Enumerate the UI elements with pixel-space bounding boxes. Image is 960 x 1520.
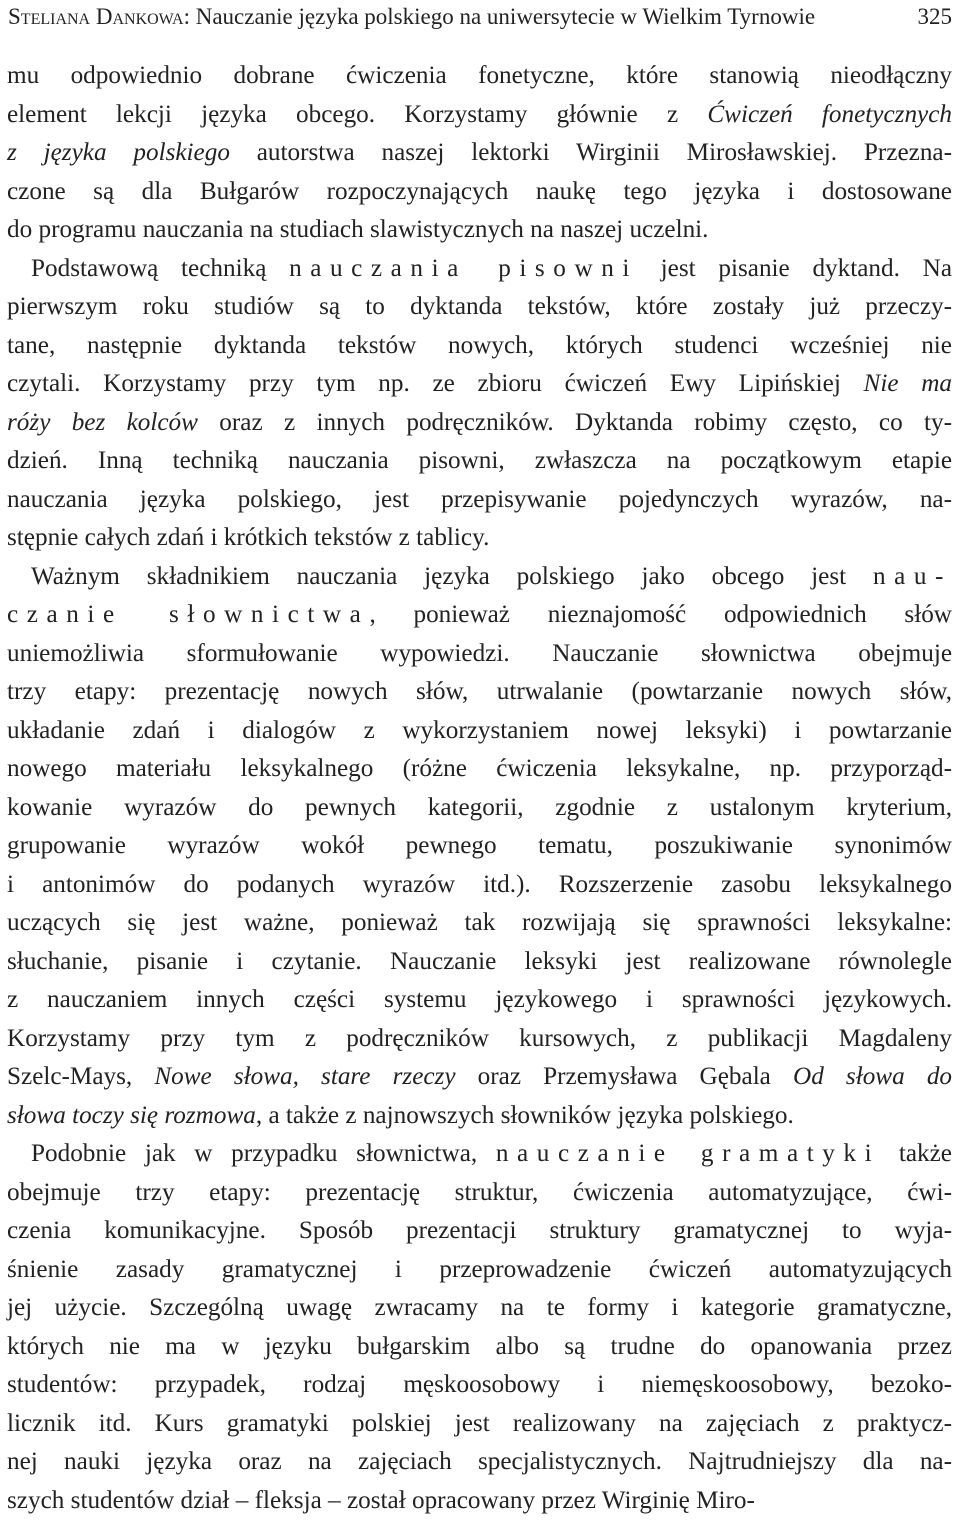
text-segment: oraz Przemysława Gębala [456,1063,793,1090]
text-line [7,519,952,558]
text-segment: mu odpowiednio dobrane ćwiczenia fonetyczne, które stanowią nieodłączny [7,62,952,89]
spaced-emphasis: czanie słownictwa [7,601,369,628]
text-segment: do programu nauczania na studiach slawistycznych na naszej uczelni. [7,216,708,243]
text-line [7,673,952,712]
text-line [7,1482,952,1520]
text-line [7,1328,952,1367]
text-line [7,1174,952,1213]
text-segment: obejmuje trzy etapy: prezentację struktur, ćwiczenia automatyzujące, ćwi- [7,1179,952,1206]
text-segment: licznik itd. Kurs gramatyki polskiej jest realizowany na zajęciach z praktycz- [7,1410,952,1437]
text-line [7,173,952,212]
text-segment: kowanie wyrazów do pewnych kategorii, zgodnie z ustalonym kryterium, [7,794,952,821]
text-line [7,1443,952,1482]
text-line [7,904,952,943]
text-segment: pierwszym roku studiów są to dyktanda tekstów, które zostały już przeczy- [7,293,952,320]
text-segment: szych studentów dział – fleksja – został opracowany przez Wirginię Miro- [7,1487,755,1514]
text-segment: grupowanie wyrazów wokół pewnego tematu, poszukiwanie synonimów [7,832,952,859]
text-segment: słuchanie, pisanie i czytanie. Nauczanie leksyki jest realizowane równolegle [7,948,952,975]
text-line [7,596,952,635]
text-segment: autorstwa naszej lektorki Wirginii Mirosławskiej. Przezna- [230,139,952,166]
text-line [7,1289,952,1328]
italic-title: Nowe słowa, stare rzeczy [154,1063,455,1090]
text-segment: , ponieważ nieznajomość odpowiednich słów [369,601,952,628]
text-segment: z nauczaniem innych części systemu językowego i sprawności językowych. [7,986,952,1013]
text-line [7,327,952,366]
text-segment: trzy etapy: prezentację nowych słów, utrwalanie (powtarzanie nowych słów, [7,678,952,705]
header-title: Nauczanie języka polskiego na uniwersytecie w Wielkim Tyrnowie [196,4,815,29]
text-line [7,1405,952,1444]
text-segment: oraz z innych podręczników. Dyktanda robimy często, co ty- [198,409,952,436]
spaced-emphasis: nauczania pisowni [289,255,638,282]
text-line [7,1366,952,1405]
text-segment: nej nauki języka oraz na zajęciach specjalistycznych. Najtrudniejszy dla na- [7,1448,952,1475]
text-segment: , a także z najnowszych słowników języka polskiego. [256,1102,794,1129]
text-segment: których nie ma w języku bułgarskim albo są trudne do opanowania przez [7,1333,952,1360]
text-segment: stępnie całych zdań i krótkich tekstów z tablicy. [7,524,489,551]
text-segment: i antonimów do podanych wyrazów itd.). Rozszerzenie zasobu leksykalnego [7,871,952,898]
text-segment: studentów: przypadek, rodzaj męskoosobowy i niemęskoosobowy, bezoko- [7,1371,952,1398]
text-line [7,1135,952,1174]
text-segment: jej użycie. Szczególną uwagę zwracamy na te formy i kategorie gramatyczne, [7,1294,952,1321]
text-segment: czenia komunikacyjne. Sposób prezentacji struktury gramatycznej to wyja- [7,1217,952,1244]
text-line [7,712,952,751]
text-line [7,1251,952,1290]
text-segment: śnienie zasady gramatycznej i przeprowadzenie ćwiczeń automatyzujących [7,1256,952,1283]
text-segment: Korzystamy przy tym z podręczników kursowych, z publikacji Magdaleny [7,1025,952,1052]
spaced-emphasis: nauczanie gramatyki [496,1140,880,1167]
text-line [7,943,952,982]
text-line [7,404,952,443]
text-segment: układanie zdań i dialogów z wykorzystaniem nowej leksyki) i powtarzanie [7,717,952,744]
italic-title: słowa toczy się rozmowa [7,1102,256,1129]
italic-title: róży bez kolców [7,409,198,436]
text-line [7,1020,952,1059]
text-line [7,635,952,674]
text-line [7,365,952,404]
running-header [8,2,952,32]
header-author: Steliana Dankowa: [8,4,190,29]
body-text [7,57,952,1520]
text-line [7,96,952,135]
text-line [7,866,952,905]
text-segment: uczących się jest ważne, ponieważ tak rozwijają się sprawności leksykalne: [7,909,952,936]
text-segment: także [880,1140,952,1167]
spaced-emphasis: nau- [873,563,952,590]
text-segment: nauczania języka polskiego, jest przepisywanie pojedynczych wyrazów, na- [7,486,952,513]
text-segment: tane, następnie dyktanda tekstów nowych, których studenci wcześniej nie [7,332,952,359]
text-line [7,789,952,828]
page-number: 325 [918,2,953,32]
text-line [7,250,952,289]
text-segment: jest pisanie dyktand. Na [638,255,952,282]
text-line [7,57,952,96]
text-segment: Szelc-Mays, [7,1063,154,1090]
text-segment: nowego materiału leksykalnego (różne ćwiczenia leksykalne, np. przyporząd- [7,755,952,782]
text-line [7,750,952,789]
text-line [7,134,952,173]
text-line [7,981,952,1020]
italic-title: Nie ma [864,370,952,397]
text-line [7,481,952,520]
text-segment: Podstawową techniką [31,255,289,282]
text-line [7,288,952,327]
text-segment: czone są dla Bułgarów rozpoczynających naukę tego języka i dostosowane [7,178,952,205]
text-line [7,1212,952,1251]
italic-title: Od słowa do [793,1063,952,1090]
text-line [7,1058,952,1097]
text-segment: element lekcji języka obcego. Korzystamy głównie z [7,101,707,128]
text-segment: dzień. Inną techniką nauczania pisowni, zwłaszcza na początkowym etapie [7,447,952,474]
text-line [7,211,952,250]
text-line [7,827,952,866]
text-line [7,558,952,597]
text-line [7,1097,952,1136]
text-line [7,442,952,481]
text-segment: Podobnie jak w przypadku słownictwa, [31,1140,496,1167]
italic-title: z języka polskiego [7,139,230,166]
text-segment: uniemożliwia sformułowanie wypowiedzi. Nauczanie słownictwa obejmuje [7,640,952,667]
text-segment: Ważnym składnikiem nauczania języka polskiego jako obcego jest [31,563,873,590]
italic-title: Ćwiczeń fonetycznych [707,101,952,128]
text-segment: czytali. Korzystamy przy tym np. ze zbioru ćwiczeń Ewy Lipińskiej [7,370,864,397]
